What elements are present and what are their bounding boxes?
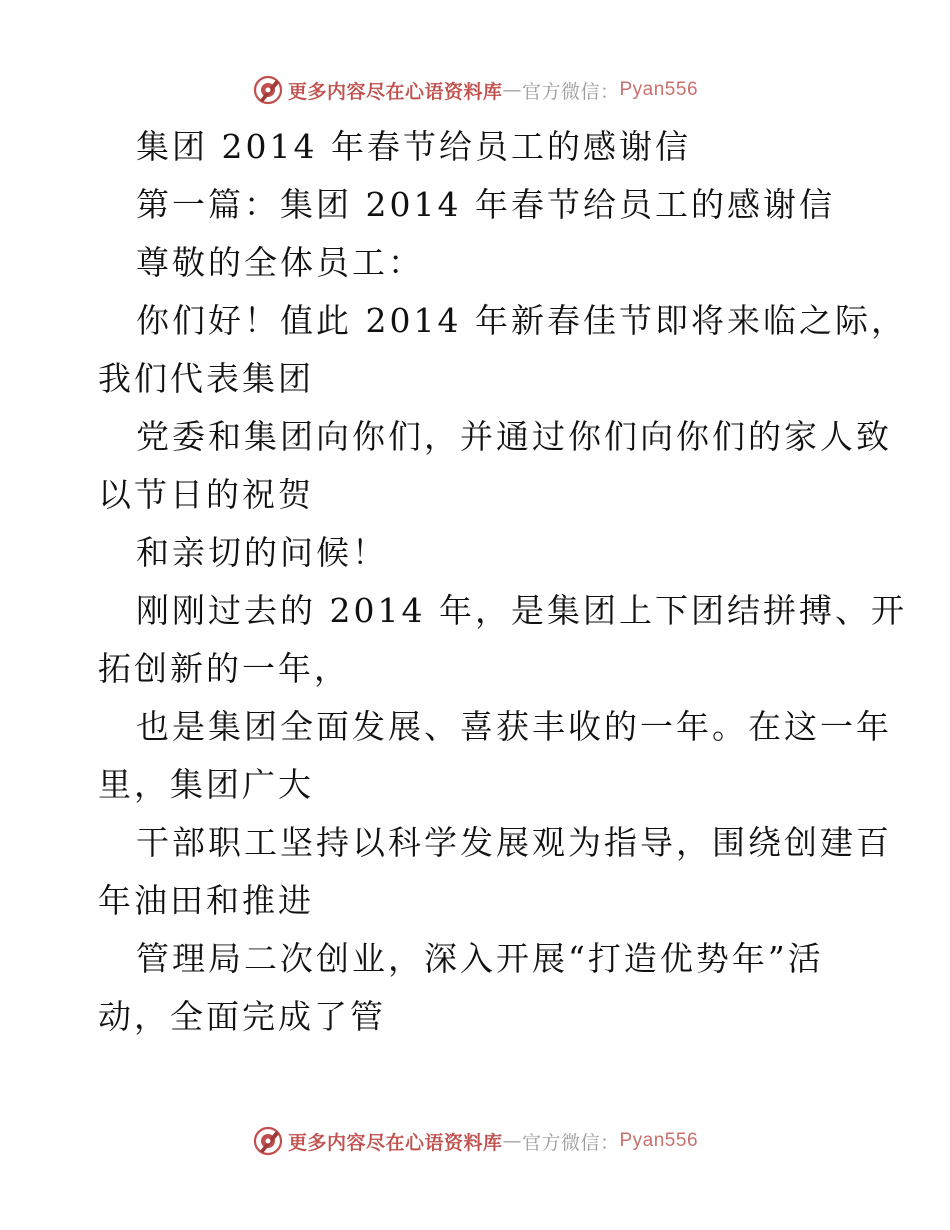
- banner-separator: —: [502, 1130, 522, 1152]
- paragraph-line: 管理局二次创业，深入开展“打造优势年”活: [136, 939, 824, 978]
- quill-pen-logo-icon: [252, 1125, 284, 1157]
- footer-banner: [0, 1121, 950, 1161]
- paragraph-line: 你们好！值此 2014 年新春佳节即将来临之际，: [136, 301, 907, 340]
- header-banner: [0, 70, 950, 110]
- salutation: 尊敬的全体员工：: [136, 243, 424, 282]
- paragraph-line: 年油田和推进: [98, 881, 314, 920]
- banner-brand-text: 更多内容尽在心语资料库: [287, 80, 503, 103]
- quill-pen-logo-icon: [252, 74, 284, 106]
- paragraph-line: 干部职工坚持以科学发展观为指导，围绕创建百: [136, 823, 892, 862]
- banner-wechat-label: 官方微信：: [521, 1131, 620, 1154]
- document-title: 集团 2014 年春节给员工的感谢信: [136, 127, 691, 166]
- paragraph-line: 拓创新的一年，: [98, 649, 350, 688]
- banner-separator: —: [502, 79, 522, 101]
- banner-wechat-label: 官方微信：: [521, 80, 620, 103]
- paragraph-line: 党委和集团向你们，并通过你们向你们的家人致: [136, 417, 892, 456]
- banner-brand-text: 更多内容尽在心语资料库: [287, 1131, 503, 1154]
- paragraph-line: 以节日的祝贺: [98, 475, 314, 514]
- banner-wechat-id: Pyan556: [619, 1130, 699, 1151]
- paragraph-line: 也是集团全面发展、喜获丰收的一年。在这一年: [136, 707, 892, 746]
- paragraph-line: 刚刚过去的 2014 年，是集团上下团结拼搏、开: [136, 591, 907, 630]
- paragraph-line: 动，全面完成了管: [98, 997, 386, 1036]
- document-body: [98, 118, 907, 1046]
- paragraph-line: 里，集团广大: [98, 765, 314, 804]
- document-subtitle: 第一篇：集团 2014 年春节给员工的感谢信: [136, 185, 835, 224]
- paragraph-line: 我们代表集团: [98, 359, 314, 398]
- paragraph-line: 和亲切的问候！: [136, 533, 388, 572]
- banner-wechat-id: Pyan556: [619, 79, 699, 100]
